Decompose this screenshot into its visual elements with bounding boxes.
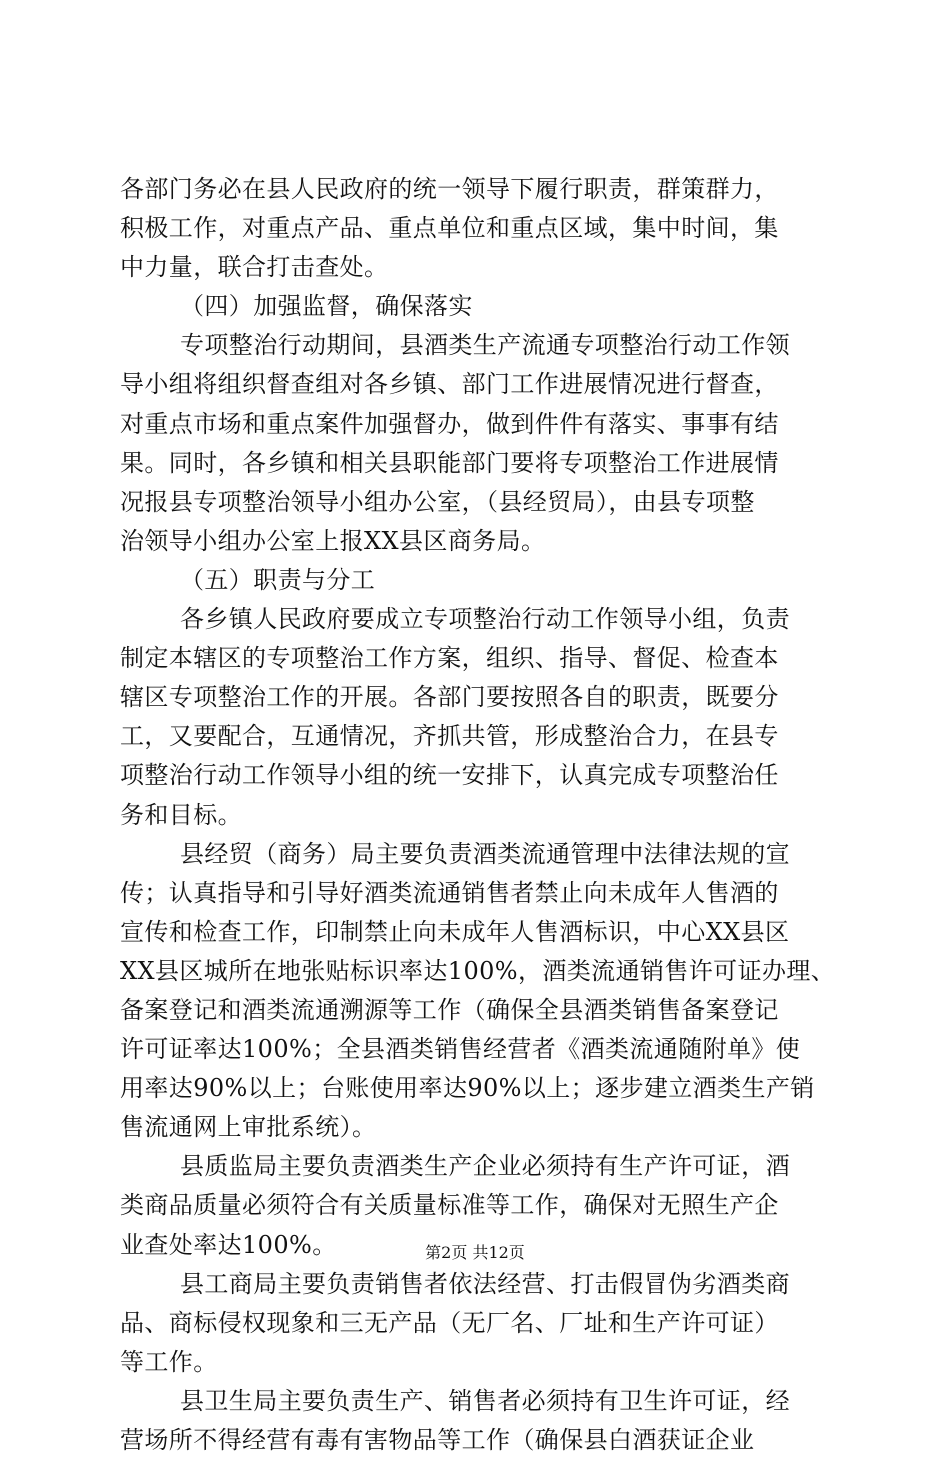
text-line: （五）职责与分工 [180, 565, 376, 594]
text-line: 各部门务必在县人民政府的统一领导下履行职责，群策群力， [120, 175, 779, 203]
text-line: 中力量，联合打击查处。 [120, 253, 389, 282]
text-line: 营场所不得经营有毒有害物品等工作（确保县白酒获证企业 [120, 1426, 755, 1454]
text-line: 等工作。 [120, 1347, 218, 1376]
document-body [120, 170, 840, 1460]
text-line: 专项整治行动期间，县酒类生产流通专项整治行动工作领 [180, 331, 790, 360]
text-line: 项整治行动工作领导小组的统一安排下，认真完成专项整治任 [120, 761, 779, 790]
text-line: 县经贸（商务）局主要负责酒类流通管理中法律法规的宣 [180, 839, 790, 868]
text-line: 传；认真指导和引导好酒类流通销售者禁止向未成年人售酒的 [120, 878, 779, 907]
text-line: 宣传和检查工作，印制禁止向未成年人售酒标识，中心XX县区 [120, 917, 790, 946]
text-line: 对重点市场和重点案件加强督办，做到件件有落实、事事有结 [120, 409, 779, 438]
text-line: 县卫生局主要负责生产、销售者必须持有卫生许可证，经 [180, 1386, 790, 1415]
text-line: 况报县专项整治领导小组办公室，（县经贸局），由县专项整 [120, 487, 755, 516]
text-line: （四）加强监督，确保落实 [180, 292, 473, 321]
text-line: 许可证率达100%；全县酒类销售经营者《酒类流通随附单》使 [120, 1035, 801, 1064]
text-line: 积极工作，对重点产品、重点单位和重点区域，集中时间，集 [120, 214, 779, 243]
text-line: 用率达90%以上；台账使用率达90%以上；逐步建立酒类生产销 [120, 1074, 815, 1103]
text-line: 业查处率达100%。 [120, 1230, 337, 1259]
page-footer: 第2页 共12页 [425, 1243, 525, 1262]
text-line: 县质监局主要负责酒类生产企业必须持有生产许可证，酒 [180, 1152, 790, 1181]
text-line: 各乡镇人民政府要成立专项整治行动工作领导小组，负责 [180, 605, 790, 634]
text-line: 工，又要配合，互通情况，齐抓共管，形成整治合力，在县专 [120, 722, 779, 751]
text-line: 售流通网上审批系统）。 [120, 1113, 377, 1142]
text-line: 县工商局主要负责销售者依法经营、打击假冒伪劣酒类商 [180, 1269, 790, 1298]
text-line: 制定本辖区的专项整治工作方案，组织、指导、督促、检查本 [120, 644, 779, 673]
text-line: 品、商标侵权现象和三无产品（无厂名、厂址和生产许可证） [120, 1308, 779, 1337]
text-line: 辖区专项整治工作的开展。各部门要按照各自的职责，既要分 [120, 683, 779, 712]
text-line: XX县区城所在地张贴标识率达100%，酒类流通销售许可证办理、 [120, 956, 836, 985]
text-line: 果。同时，各乡镇和相关县职能部门要将专项整治工作进展情 [120, 448, 779, 477]
text-line: 导小组将组织督查组对各乡镇、部门工作进展情况进行督查， [120, 370, 779, 399]
text-line: 务和目标。 [120, 800, 242, 829]
text-line: 备案登记和酒类流通溯源等工作（确保全县酒类销售备案登记 [120, 995, 779, 1024]
text-line: 类商品质量必须符合有关质量标准等工作，确保对无照生产企 [120, 1191, 779, 1220]
text-line: 治领导小组办公室上报XX县区商务局。 [120, 526, 546, 555]
